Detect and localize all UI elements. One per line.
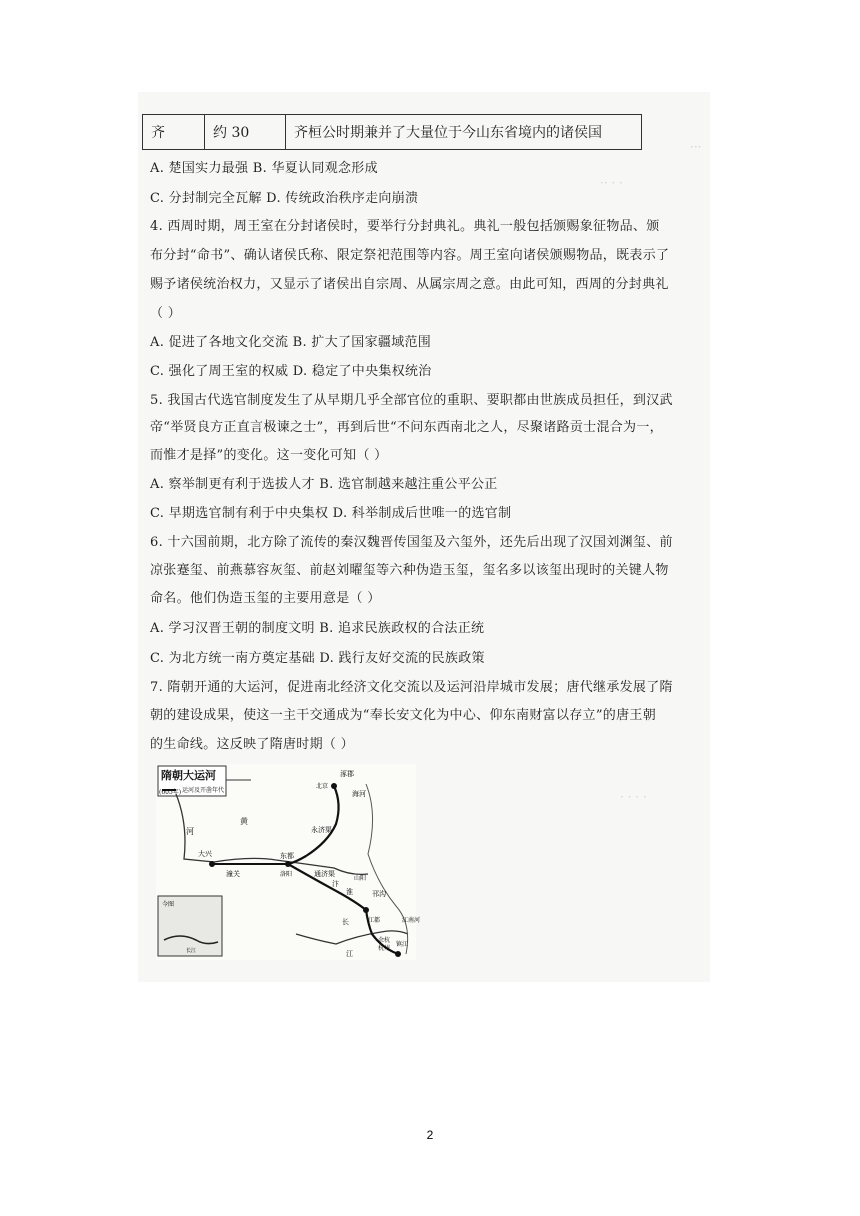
map-label: 镇江 [396,941,409,948]
map-label: 江南河 [402,917,421,924]
q4-stem-line: 赐予诸侯统治权力，又显示了诸侯出自宗周、从属宗周之意。由此可知，西周的分封典礼 [150,277,669,292]
q4-option-line: C. 强化了周王室的权威 D. 稳定了中央集权统治 [150,364,432,379]
map-label: 山阳 [354,875,367,882]
q4-stem-line: 4. 西周时期，周王室在分封诸侯时，要举行分封典礼。典礼一般包括颁赐象征物品、颁 [150,219,660,234]
q6-stem-line: 命名。他们伪造玉玺的主要用意是（ ） [150,591,381,606]
q3-option-line: A. 楚国实力最强 B. 华夏认同观念形成 [150,161,378,176]
q5-stem-line: 而惟才是择”的变化。这一变化可知（ ） [150,448,388,463]
q5-option-line: A. 察举制更有利于选拔人才 B. 选官制越来越注重公平公正 [150,477,498,492]
map-label: 黄 [240,817,248,826]
map-label: 汴 [332,880,339,888]
q5-stem-line: 帝“举贤良方正直言极谏之士”，再到后世“不问东西南北之人，尽聚诸路贡士混合为一， [150,420,663,435]
map-label: 东都 [280,852,294,860]
map-label: 洛阳 [280,871,293,878]
map-label: 通济渠 [314,870,335,878]
bleed-through-mark: ·· · · [600,176,623,190]
map-legend-text: 运河及开凿年代 [182,787,225,794]
map-label: 余杭 [378,937,391,944]
table-row [143,115,642,150]
city-marker-luoyang [285,861,291,867]
state-cell: 齐 [143,115,205,150]
map-title: 隋朝大运河 [161,769,216,782]
bleed-through-mark: · · · · [620,790,647,804]
map-label: 北京 [316,783,329,790]
map-label: 涿郡 [340,770,354,778]
count-cell: 约 30 [205,115,286,150]
city-marker-daxing [209,861,215,867]
q7-stem-line: 的生命线。这反映了隋唐时期（ ） [150,737,354,752]
grand-canal-map [156,764,421,960]
q7-stem-line: 朝的建设成果，使这一主干交通成为“奉长安文化为中心、仰东南财富以存立”的唐王朝 [150,708,656,723]
q4-stem-line: 布分封“命书”、确认诸侯氏称、限定祭祀范围等内容。周王室向诸侯颁赐物品，既表示了 [150,248,670,263]
inset-river-label: 长江 [186,948,197,954]
city-marker-yuhang [395,951,401,957]
states-table [142,114,642,150]
page-number: 2 [426,1128,434,1142]
map-label: 河 [186,827,194,836]
map-label: 江都 [368,917,381,924]
inset-map-label: 今图 [162,901,175,908]
city-marker-jiangdu [363,907,369,913]
q4-option-line: A. 促进了各地文化交流 B. 扩大了国家疆域范围 [150,335,432,350]
map-label: 长 [342,918,349,926]
q4-answer-blank: （ ） [150,306,182,321]
map-label: 邗沟 [372,890,386,898]
map-label: 杭州 [378,945,391,952]
q5-stem-line: 5. 我国古代选官制度发生了从早期几乎全部官位的重职、要职都由世族成员担任，到汉武 [150,393,673,408]
map-label: 大兴 [198,850,212,858]
q5-option-line: C. 早期选官制有利于中央集权 D. 科举制成后世唯一的选官制 [150,506,512,521]
q6-stem-line: 凉张蹇玺、前燕慕容灰玺、前赵刘曜玺等六种伪造玉玺，玺名多以该玺出现时的关键人物 [150,563,669,578]
map-label: 淮 [346,888,353,896]
map-label: 江 [346,950,353,958]
map-legend-year: (605年) [159,789,182,796]
q7-stem-line: 7. 隋朝开通的大运河，促进南北经济文化交流以及运河沿岸城市发展；唐代继承发展了隋 [150,680,673,695]
map-label: 海河 [352,790,366,798]
q6-stem-line: 6. 十六国前期，北方除了流传的秦汉魏晋传国玺及六玺外，还先后出现了汉国刘渊玺、前 [150,535,673,550]
q3-option-line: C. 分封制完全瓦解 D. 传统政治秩序走向崩溃 [150,191,419,206]
bleed-through-mark: ··· [690,140,702,154]
q6-option-line: A. 学习汉晋王朝的制度文明 B. 追求民族政权的合法正统 [150,621,485,636]
map-label: 潼关 [226,870,240,878]
description-cell: 齐桓公时期兼并了大量位于今山东省境内的诸侯国 [286,115,642,150]
map-label: 永济渠 [311,826,332,834]
q6-option-line: C. 为北方统一南方奠定基础 D. 践行友好交流的民族政策 [150,651,485,666]
city-marker-zhuojun [331,783,337,789]
